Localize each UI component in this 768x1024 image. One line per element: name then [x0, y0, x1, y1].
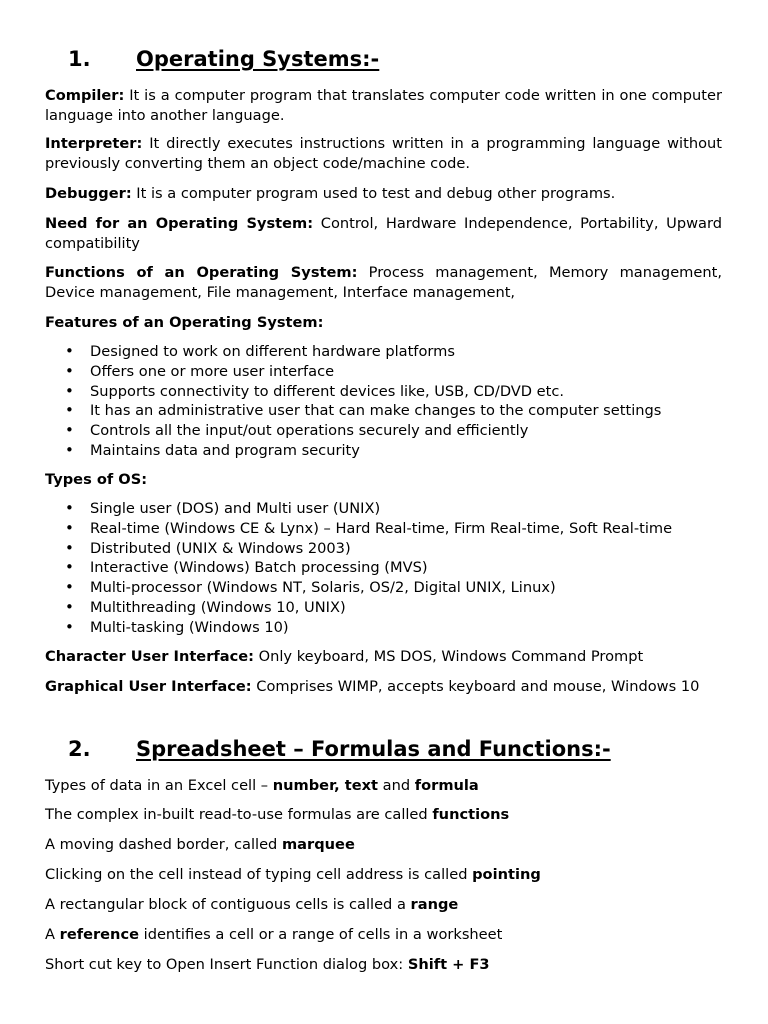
- types-list-item: • Distributed (UNIX & Windows 2003): [45, 539, 722, 559]
- features-heading: [45, 313, 722, 333]
- need-for-os-term: Need for an Operating System:: [45, 215, 314, 232]
- graphical-user-interface: [45, 677, 722, 697]
- types-list-item: • Multi-tasking (Windows 10): [45, 618, 722, 638]
- character-user-interface: [45, 647, 722, 667]
- features-list-item: • Offers one or more user interface: [45, 362, 722, 382]
- types-list-item: • Multi-processor (Windows NT, Solaris, OS/2, Digital UNIX, Linux): [45, 578, 722, 598]
- interpreter-text: It directly executes instructions written in a programming language without previously converting them an object code/machine code.: [45, 135, 722, 172]
- interpreter-definition: [45, 134, 722, 174]
- functions-of-os: [45, 263, 722, 303]
- types-list-item: • Multithreading (Windows 10, UNIX): [45, 598, 722, 618]
- marquee-definition-text: A moving dashed border, called: [45, 836, 282, 853]
- range-definition: [45, 895, 722, 915]
- section-2-number: 2.: [68, 737, 91, 761]
- types-list: [45, 499, 722, 638]
- compiler-text: It is a computer program that translates computer code written in one computer language into another language.: [45, 87, 722, 124]
- need-for-os: [45, 214, 722, 254]
- features-list-item: • It has an administrative user that can make changes to the computer settings: [45, 401, 722, 421]
- range-definition-text: A rectangular block of contiguous cells is called a: [45, 896, 411, 913]
- section-2-heading: [68, 736, 611, 762]
- interpreter-term: Interpreter:: [45, 135, 143, 152]
- need-for-os-text: Control, Hardware Independence, Portability, Upward compatibility: [45, 215, 722, 252]
- compiler-definition: [45, 86, 722, 126]
- functions-of-os-term: Functions of an Operating System:: [45, 264, 358, 281]
- features-list-item: • Designed to work on different hardware platforms: [45, 342, 722, 362]
- shortcut-definition: [45, 955, 722, 975]
- excel-data-types-mid: and: [378, 777, 415, 794]
- excel-data-types-term-1: number, text: [272, 777, 379, 794]
- functions-of-os-text: Process management, Memory management, Device management, File management, Interface management,: [45, 264, 722, 301]
- section-1-heading: [68, 46, 379, 72]
- marquee-definition-term: marquee: [281, 836, 355, 853]
- types-heading: [45, 470, 722, 490]
- features-list: [45, 342, 722, 461]
- gui-text: Comprises WIMP, accepts keyboard and mouse, Windows 10: [251, 678, 700, 695]
- types-list-item: • Single user (DOS) and Multi user (UNIX): [45, 499, 722, 519]
- excel-data-types-term-2: formula: [414, 777, 479, 794]
- reference-definition: [45, 925, 722, 945]
- excel-data-types-text: Types of data in an Excel cell –: [45, 777, 273, 794]
- section-2-title: Spreadsheet – Formulas and Functions:-: [136, 737, 611, 761]
- reference-definition-pre: A: [45, 926, 60, 943]
- features-list-item: • Controls all the input/out operations securely and efficiently: [45, 421, 722, 441]
- section-1-number: 1.: [68, 47, 91, 71]
- pointing-definition-text: Clicking on the cell instead of typing cell address is called: [45, 866, 473, 883]
- debugger-text: It is a computer program used to test and debug other programs.: [131, 185, 616, 202]
- reference-definition-term: reference: [59, 926, 139, 943]
- section-1-title: Operating Systems:-: [136, 47, 380, 71]
- debugger-definition: [45, 184, 722, 204]
- pointing-definition: [45, 865, 722, 885]
- types-list-item: • Interactive (Windows) Batch processing (MVS): [45, 558, 722, 578]
- cui-text: Only keyboard, MS DOS, Windows Command Prompt: [253, 648, 644, 665]
- functions-definition: [45, 805, 722, 825]
- pointing-definition-term: pointing: [472, 866, 541, 883]
- excel-data-types: [45, 776, 722, 796]
- features-list-item: • Supports connectivity to different devices like, USB, CD/DVD etc.: [45, 382, 722, 402]
- shortcut-definition-term: Shift + F3: [407, 956, 490, 973]
- features-list-item: • Maintains data and program security: [45, 441, 722, 461]
- reference-definition-text: identifies a cell or a range of cells in a worksheet: [139, 926, 503, 943]
- features-heading-text: Features of an Operating System:: [45, 314, 324, 331]
- compiler-term: Compiler:: [45, 87, 125, 104]
- functions-definition-text: The complex in-built read-to-use formulas are called: [45, 806, 433, 823]
- types-heading-text: Types of OS:: [45, 471, 148, 488]
- debugger-term: Debugger:: [45, 185, 132, 202]
- shortcut-definition-text: Short cut key to Open Insert Function dialog box:: [45, 956, 408, 973]
- range-definition-term: range: [410, 896, 459, 913]
- types-list-item: • Real-time (Windows CE & Lynx) – Hard Real-time, Firm Real-time, Soft Real-time: [45, 519, 722, 539]
- marquee-definition: [45, 835, 722, 855]
- functions-definition-term: functions: [432, 806, 510, 823]
- cui-term: Character User Interface:: [45, 648, 254, 665]
- gui-term: Graphical User Interface:: [45, 678, 252, 695]
